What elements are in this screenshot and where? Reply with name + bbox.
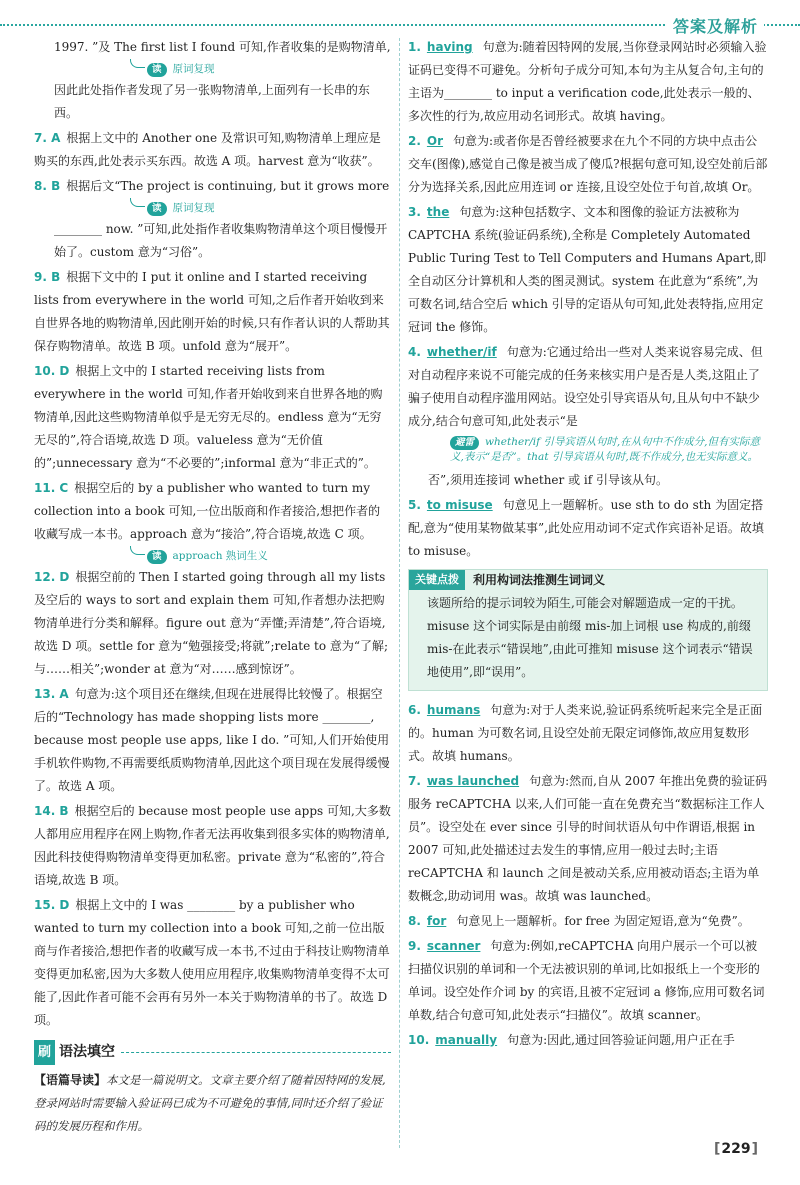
answer-number: 15. D — [34, 898, 70, 912]
answer-item: 10. D 根据上文中的 I started receiving lists from everywhere in the world 可知,作者开始收到来自世界各地的购物清单,因此这些购物清单似乎是无穷无尽的。endless 意为“无穷无尽的”,符合语境,故选 D 项。valueless 意为“无价值的”;unnecessary 意为“不必要的”;informal 意为“非正式的”。 — [34, 364, 383, 470]
answer-word: Or — [426, 134, 444, 148]
guide-text: 本文是一篇说明文。文章主要介绍了随着因特网的发展,登录网站时需要输入验证码已成为不可避免的事情,同时还介绍了验证码的发展历程和作用。 — [34, 1073, 386, 1133]
key-point-title: 利用构词法推测生词词义 — [473, 572, 606, 587]
answer-item: 7. was launched 句意为:然而,自从 2007 年推出免费的验证码服务 reCAPTCHA 以来,人们可能一直在免费充当“数据标注工作人员”。设空处在 ever since 引导的时间状语从句中作谓语,根据 in 2007 可知,此处描述过去发生的事情,应用一般过去时;主语 reCAPTCHA 和 launch 之间是被动关系,应用被动语态;主语为单数概念,助动词用 was。故填 was launched。 — [408, 774, 768, 903]
reading-tip: 读 approach 熟词生义 — [130, 546, 391, 564]
tip-arrow-icon — [130, 546, 145, 555]
answer-word: was launched — [426, 774, 520, 788]
answer-item: 13. A 句意为:这个项目还在继续,但现在进展得比较慢了。根据空后的“Technology has made shopping lists more ________, because most people use apps, like I do. ”可知,人们开始使用手机软件购物,不再需要纸质购物清单,因此这个项目现在发展得缓慢了。故选 A 项。 — [34, 687, 390, 793]
warning-tip: 避雷 whether/if 引导宾语从句时,在从句中不作成分,但有实际意义,表示“是否”。that 引导宾语从句时,既不作成分,也无实际意义。 — [450, 436, 760, 463]
warning-badge: 避雷 — [450, 436, 479, 450]
reading-tip: 读 原词复现 — [130, 198, 391, 216]
header-title: 答案及解析 — [667, 14, 764, 37]
answer-item: 10. manually 句意为:因此,通过回答验证问题,用户正在手 — [408, 1033, 735, 1047]
answer-item: 3. the 句意为:这种包括数字、文本和图像的验证方法被称为 CAPTCHA 系统(验证码系统),全称是 Completely Automated Public Turing Test to Tell Computers and Humans Apart,即全自动区分计算机和人类的图灵测试。system 在此意为“系统”,为可数名词,结合空后 which 引导的定语从句可知,此处表特指,应用定冠词 the 修饰。 — [408, 205, 767, 334]
section-header — [34, 1040, 391, 1065]
answer-item: 14. B 根据空后的 because most people use apps 可知,大多数人都用应用程序在网上购物,作者无法再收集到很多实体的购物清单,因此科技使得购物清单变得更加私密。private 意为“私密的”,符合语境,故选 B 项。 — [34, 804, 391, 887]
left-column — [34, 36, 391, 1140]
answer-number: 9. B — [34, 270, 61, 284]
section-title: 语法填空 — [59, 1044, 116, 1060]
answer-item: 4. whether/if 句意为:它通过给出一些对人类来说容易完成、但对自动程序来说不可能完成的任务来核实用户是否是人类,这阻止了骗子使用自动程序滥用网站。设空处引导宾语从句,且从句中不缺少成分,结合句意可知,此处表示“是 — [408, 345, 763, 428]
answer-continuation: ________ now. ”可知,此处指作者收集购物清单这个项目慢慢开始了。custom 意为“习俗”。 — [54, 222, 388, 259]
answer-item: 6. humans 句意为:对于人类来说,验证码系统听起来完全是正面的。human 为可数名词,且设空处前无限定词修饰,故应用复数形式。故填 humans。 — [408, 703, 763, 763]
answer-number: 12. D — [34, 570, 70, 584]
answer-number: 5. — [408, 498, 421, 512]
answer-number: 4. — [408, 345, 421, 359]
key-point-badge: 关键点拨 — [409, 570, 465, 590]
page-number: [ 229 ] — [714, 1141, 758, 1157]
answer-number: 3. — [408, 205, 421, 219]
answer-continuation: 否”,须用连接词 whether 或 if 引导该从句。 — [428, 473, 668, 487]
continuation-rest: 因此此处指作者发现了另一张购物清单,上面列有一长串的东西。 — [54, 83, 370, 120]
answer-word: the — [426, 205, 450, 219]
answer-number: 2. — [408, 134, 421, 148]
answer-number: 10. D — [34, 364, 70, 378]
key-point-box — [408, 569, 768, 691]
answer-word: scanner — [426, 939, 481, 953]
answer-item: 9. B 根据下文中的 I put it online and I started receiving lists from everywhere in the world 可知,之后作者开始收到来自世界各地的购物清单,因此刚开始的时候,只有作者认识的人帮助其保存购物清单。故选 B 项。unfold 意为“展开”。 — [34, 270, 390, 353]
tip-arrow-icon — [130, 59, 145, 68]
section-rule — [121, 1052, 391, 1053]
answer-item: 15. D 根据上文中的 I was ________ by a publisher who wanted to turn my collection into a book 可知,之前一位出版商与作者接洽,想把作者的收藏写成一本书,不过由于科技让购物清单变得更加私密,因为大多数人使用应用程序,收集购物清单变得不太可能了,因此作者可能不会再有另外一本关于购物清单的书了。故选 D 项。 — [34, 898, 390, 1027]
passage-guide — [34, 1069, 391, 1138]
answer-item: 2. Or 句意为:或者你是否曾经被要求在九个不同的方块中点击公交车(图像),感觉自己像是被当成了傻瓜?根据句意可知,设空处前后部分为选择关系,因此应用连词 or 连接,且设空处位于句首,故填 Or。 — [408, 134, 768, 194]
answer-number: 6. — [408, 703, 421, 717]
answer-item: 11. C 根据空后的 by a publisher who wanted to turn my collection into a book 可知,一位出版商和作者接洽,想把作者的收藏写成一本书。approach 意为“接洽”,符合语境,故选 C 项。 — [34, 481, 381, 541]
tip-badge: 读 — [147, 550, 167, 564]
answer-word: to misuse — [426, 498, 493, 512]
tip-arrow-icon — [130, 198, 145, 207]
tip-badge: 读 — [147, 202, 167, 216]
answer-number: 8. B — [34, 179, 61, 193]
answer-number: 1. — [408, 40, 421, 54]
key-point-header — [409, 570, 767, 590]
answer-number: 14. B — [34, 804, 69, 818]
tip-badge: 读 — [147, 63, 167, 77]
answer-word: for — [426, 914, 447, 928]
reading-tip: 读 原词复现 — [130, 59, 391, 77]
answer-number: 9. — [408, 939, 421, 953]
answer-item: 12. D 根据空前的 Then I started going through all my lists 及空后的 ways to sort and explain them 可知,作者想办法把购物清单进行分类和解释。figure out 意为“弄懂;弄清楚”,符合语境,故选 D 项。settle for 意为“勉强接受;将就”;relate to 意为“了解;与……相关”;wonder at 意为“对……感到惊讶”。 — [34, 570, 389, 676]
answer-number: 8. — [408, 914, 421, 928]
answer-number: 13. A — [34, 687, 69, 701]
right-column — [408, 36, 768, 1054]
answer-item: 9. scanner 句意为:例如,reCAPTCHA 向用户展示一个可以被扫描仪识别的单词和一个无法被识别的单词,比如报纸上一个变形的单词。设空处作介词 by 的宾语,且被不定冠词 a 修饰,应用可数名词单数,结合句意可知,此处表示“扫描仪”。故填 scanner。 — [408, 939, 765, 1022]
answer-word: humans — [426, 703, 481, 717]
continuation-intro: 1997. ”及 The first list I found 可知,作者收集的是购物清单, — [54, 40, 391, 54]
column-divider — [399, 38, 400, 1148]
answer-word: whether/if — [426, 345, 497, 359]
answer-number: 10. — [408, 1033, 430, 1047]
answer-number: 7. A — [34, 131, 61, 145]
answer-item: 8. for 句意见上一题解析。for free 为固定短语,意为“免费”。 — [408, 914, 750, 928]
answer-number: 11. C — [34, 481, 69, 495]
answer-number: 7. — [408, 774, 421, 788]
answer-word: manually — [435, 1033, 498, 1047]
key-point-text: 该题所给的提示词较为陌生,可能会对解题造成一定的干扰。misuse 这个词实际是由前缀 mis-加上词根 use 构成的,前缀 mis-在此表示“错误地”,由此可推知 misuse 这个词表示“错误地使用”,即“误用”。 — [427, 596, 753, 679]
answer-item: 8. B 根据后文“The project is continuing, but it grows more — [34, 179, 390, 193]
answer-item: 7. A 根据上文中的 Another one 及常识可知,购物清单上理应是购买的东西,此处表示买东西。故选 A 项。harvest 意为“收获”。 — [34, 131, 381, 168]
section-badge: 刷 — [34, 1040, 55, 1065]
guide-label: 【语篇导读】 — [34, 1073, 107, 1087]
answer-item: 5. to misuse 句意见上一题解析。use sth to do sth 为固定搭配,意为“使用某物做某事”,此处应用动词不定式作宾语补足语。故填 to misuse。 — [408, 498, 764, 558]
answer-word: having — [426, 40, 473, 54]
answer-item: 1. having 句意为:随着因特网的发展,当你登录网站时必须输入验证码已变得不可避免。分析句子成分可知,本句为主从复合句,主句的主语为________ to input a verification code,此处表示一般的、多次性的行为,故应用动名词形式。故填 having。 — [408, 40, 767, 123]
